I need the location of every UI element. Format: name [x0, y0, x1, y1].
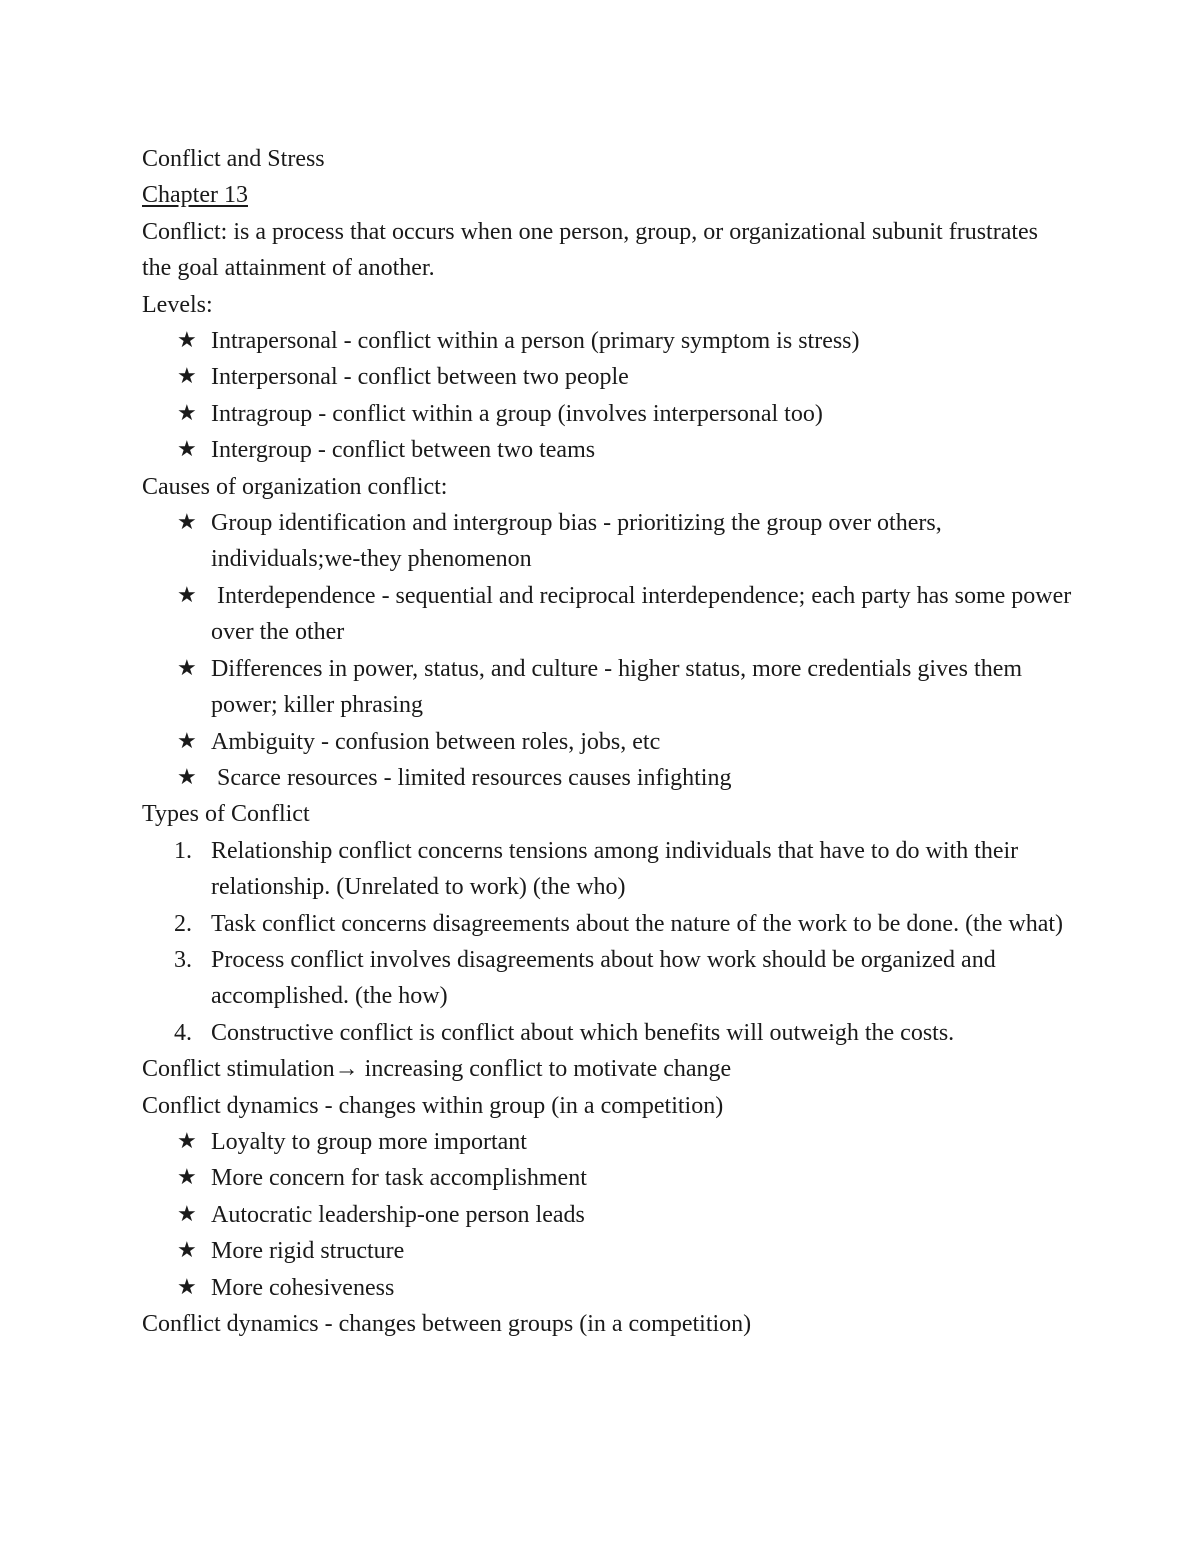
star-icon: ★ [177, 655, 197, 681]
star-icon: ★ [177, 400, 197, 426]
causes-list [142, 505, 1078, 796]
list-item: ★ Ambiguity - confusion between roles, jobs, etc [142, 724, 1072, 760]
document-page [142, 141, 1078, 1342]
list-item: ★ More rigid structure [142, 1233, 1072, 1269]
list-number: 3. [174, 946, 192, 973]
within-list [142, 1124, 1072, 1306]
types-heading: Types of Conflict [142, 801, 310, 828]
list-number: 2. [174, 910, 192, 937]
list-item: 4. Constructive conflict is conflict about which benefits will outweigh the costs. [142, 1015, 1072, 1051]
chapter-heading: Chapter 13 [142, 182, 248, 209]
list-item: ★ Differences in power, status, and culture - higher status, more credentials gives them power; killer phrasing [142, 651, 1072, 724]
levels-heading: Levels: [142, 291, 213, 318]
list-item: ★ Intergroup - conflict between two teams [142, 432, 1072, 468]
list-item: ★ More concern for task accomplishment [142, 1160, 1072, 1196]
causes-heading: Causes of organization conflict: [142, 473, 448, 500]
list-item: ★ Interpersonal - conflict between two people [142, 359, 1072, 395]
list-number: 1. [174, 837, 192, 864]
star-icon: ★ [177, 1238, 197, 1264]
star-icon: ★ [177, 764, 197, 790]
list-item: ★ Autocratic leadership-one person leads [142, 1197, 1072, 1233]
list-item: ★ More cohesiveness [142, 1270, 1072, 1306]
star-icon: ★ [177, 328, 197, 354]
list-item: ★ Intrapersonal - conflict within a person (primary symptom is stress) [142, 323, 1072, 359]
doc-title: Conflict and Stress [142, 146, 325, 172]
list-item: ★ Interdependence - sequential and reciprocal interdependence; each party has some power over the other [142, 578, 1072, 651]
conflict-definition: Conflict: is a process that occurs when one person, group, or organizational subunit frustrates the goal attainment of another. [142, 218, 1039, 282]
list-item: 2. Task conflict concerns disagreements about the nature of the work to be done. (the what) [142, 906, 1072, 942]
star-icon: ★ [177, 1201, 197, 1227]
list-item: ★ Intragroup - conflict within a group (involves interpersonal too) [142, 396, 1072, 432]
star-icon: ★ [177, 364, 197, 390]
star-icon: ★ [177, 510, 197, 536]
list-item: 1. Relationship conflict concerns tensions among individuals that have to do with their relationship. (Unrelated to work) (the who) [142, 833, 1072, 906]
types-list [142, 833, 1072, 1051]
star-icon: ★ [177, 1274, 197, 1300]
list-item: ★ Group identification and intergroup bias - prioritizing the group over others, individuals;we-they phenomenon [142, 505, 1072, 578]
levels-list [142, 323, 1072, 469]
star-icon: ★ [177, 728, 197, 754]
within-heading: Conflict dynamics - changes within group (in a competition) [142, 1092, 724, 1119]
stimulation-line: Conflict stimulation→ increasing conflict to motivate change [142, 1056, 732, 1083]
list-item: ★ Loyalty to group more important [142, 1124, 1072, 1160]
star-icon: ★ [177, 1128, 197, 1154]
star-icon: ★ [177, 437, 197, 463]
list-number: 4. [174, 1019, 192, 1046]
star-icon: ★ [177, 582, 197, 608]
list-item: ★ Scarce resources - limited resources causes infighting [142, 760, 1072, 796]
star-icon: ★ [177, 1165, 197, 1191]
list-item: 3. Process conflict involves disagreements about how work should be organized and accomplished. (the how) [142, 942, 1072, 1015]
between-heading: Conflict dynamics - changes between groups (in a competition) [142, 1311, 752, 1337]
